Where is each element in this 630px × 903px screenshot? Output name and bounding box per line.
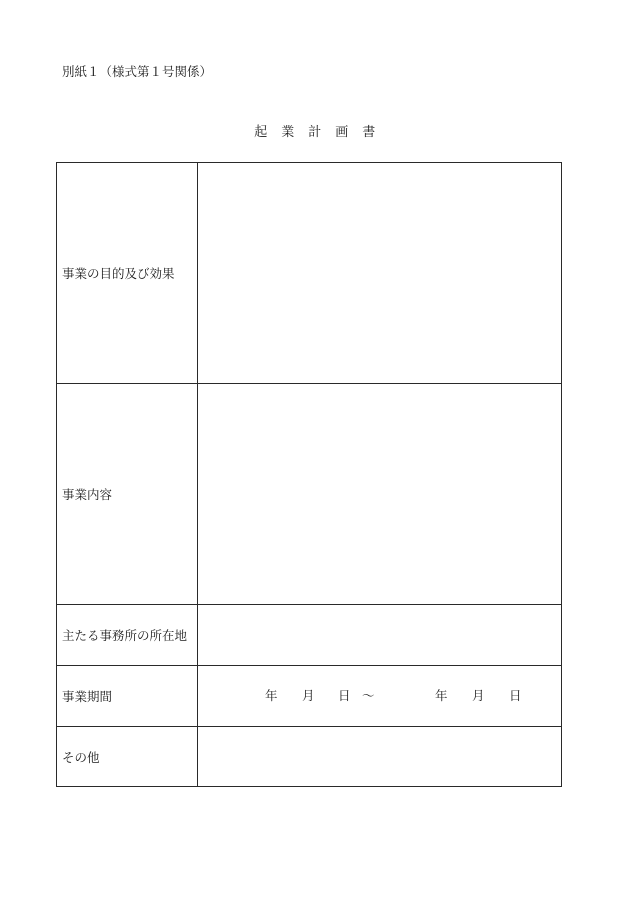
table-row-content [57,383,561,604]
end-month-unit: 月 [472,689,485,703]
period-separator: ～ [362,689,375,703]
row-label-content: 事業内容 [57,384,198,604]
business-plan-table [56,162,562,787]
start-month-unit: 月 [302,689,315,703]
office-value-cell [198,605,561,665]
row-label-period: 事業期間 [57,666,198,726]
row-label-office: 主たる事務所の所在地 [57,605,198,665]
table-row-office [57,604,561,665]
period-value-cell [198,666,561,726]
document-title: 起 業 計 画 書 [254,124,376,139]
form-reference-note: 別紙１（様式第１号関係） [62,65,213,79]
table-row-period [57,665,561,726]
content-value-cell [198,384,561,604]
other-value-cell [198,727,561,786]
table-row-purpose [57,163,561,383]
end-day-unit: 日 [509,689,522,703]
table-row-other [57,726,561,786]
row-label-other: その他 [57,727,198,786]
purpose-value-cell [198,163,561,383]
row-label-purpose: 事業の目的及び効果 [57,163,198,383]
start-day-unit: 日 [338,689,351,703]
start-year-unit: 年 [265,689,278,703]
end-year-unit: 年 [435,689,448,703]
